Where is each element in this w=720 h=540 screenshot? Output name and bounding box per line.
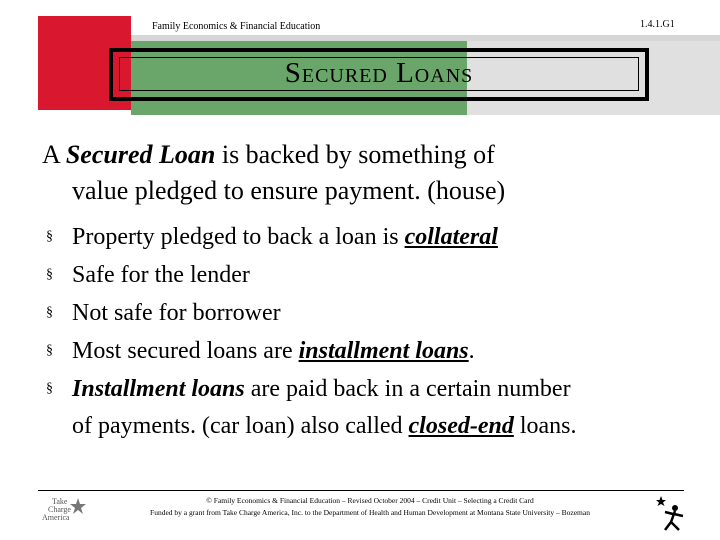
bullet-icon: § [46, 267, 53, 282]
bullet-text: Property pledged to back a loan is [72, 224, 405, 250]
bullet-text: Most secured loans are [72, 338, 299, 364]
logo-text-line1: Take [52, 497, 68, 506]
slide-code: 1.4.1.G1 [640, 19, 675, 30]
star-icon [70, 498, 86, 514]
list-item [46, 332, 686, 370]
footer-text [90, 495, 650, 519]
org-title: Family Economics & Financial Education [152, 21, 321, 32]
bullet-lead: Installment loans [72, 376, 245, 402]
msu-figure-logo [655, 494, 685, 534]
intro-paragraph [42, 137, 662, 209]
list-item [46, 256, 686, 294]
star-icon [656, 496, 666, 506]
footer-line1: © Family Economics & Financial Education – Revised October 2004 – Credit Unit – Selecting a Credit Card [206, 496, 534, 505]
bullet-icon: § [46, 229, 53, 244]
footer-line2: Funded by a grant from Take Charge America, Inc. to the Department of Health and Human Development at Montana State University – Bozeman [150, 508, 590, 517]
list-item [46, 218, 686, 256]
bullet-icon: § [46, 343, 53, 358]
bullet-line2-b: loans. [513, 413, 577, 439]
intro-part2: is backed by something of [215, 140, 495, 169]
intro-line2: value pledged to ensure payment. (house) [72, 176, 506, 205]
list-item [46, 370, 686, 444]
bullet-text: Safe for the lender [72, 262, 250, 288]
bullet-line2-a: of payments. (car loan) also called [72, 413, 409, 439]
bullet-emphasis: installment loans [298, 338, 469, 364]
footer-divider [38, 490, 684, 491]
logo-text-line2: Charge [48, 505, 71, 514]
bullet-icon: § [46, 381, 53, 396]
intro-part1: A [42, 140, 66, 169]
logo-text-line3: America [42, 513, 70, 522]
bullet-continuation [72, 408, 686, 444]
bullet-emphasis: collateral [404, 224, 498, 250]
figure-body-icon [665, 511, 683, 530]
bullet-icon: § [46, 305, 53, 320]
bullet-text: are paid back in a certain number [244, 376, 571, 402]
bullet-tail: . [468, 338, 475, 364]
slide-title: Secured Loans [284, 57, 474, 89]
bullet-list [46, 218, 686, 444]
bullet-text: Not safe for borrower [72, 300, 281, 326]
intro-term: Secured Loan [65, 140, 216, 169]
bullet-emphasis: closed-end [408, 413, 514, 439]
take-charge-america-logo [38, 496, 86, 522]
figure-head-icon [672, 505, 678, 511]
list-item [46, 294, 686, 332]
